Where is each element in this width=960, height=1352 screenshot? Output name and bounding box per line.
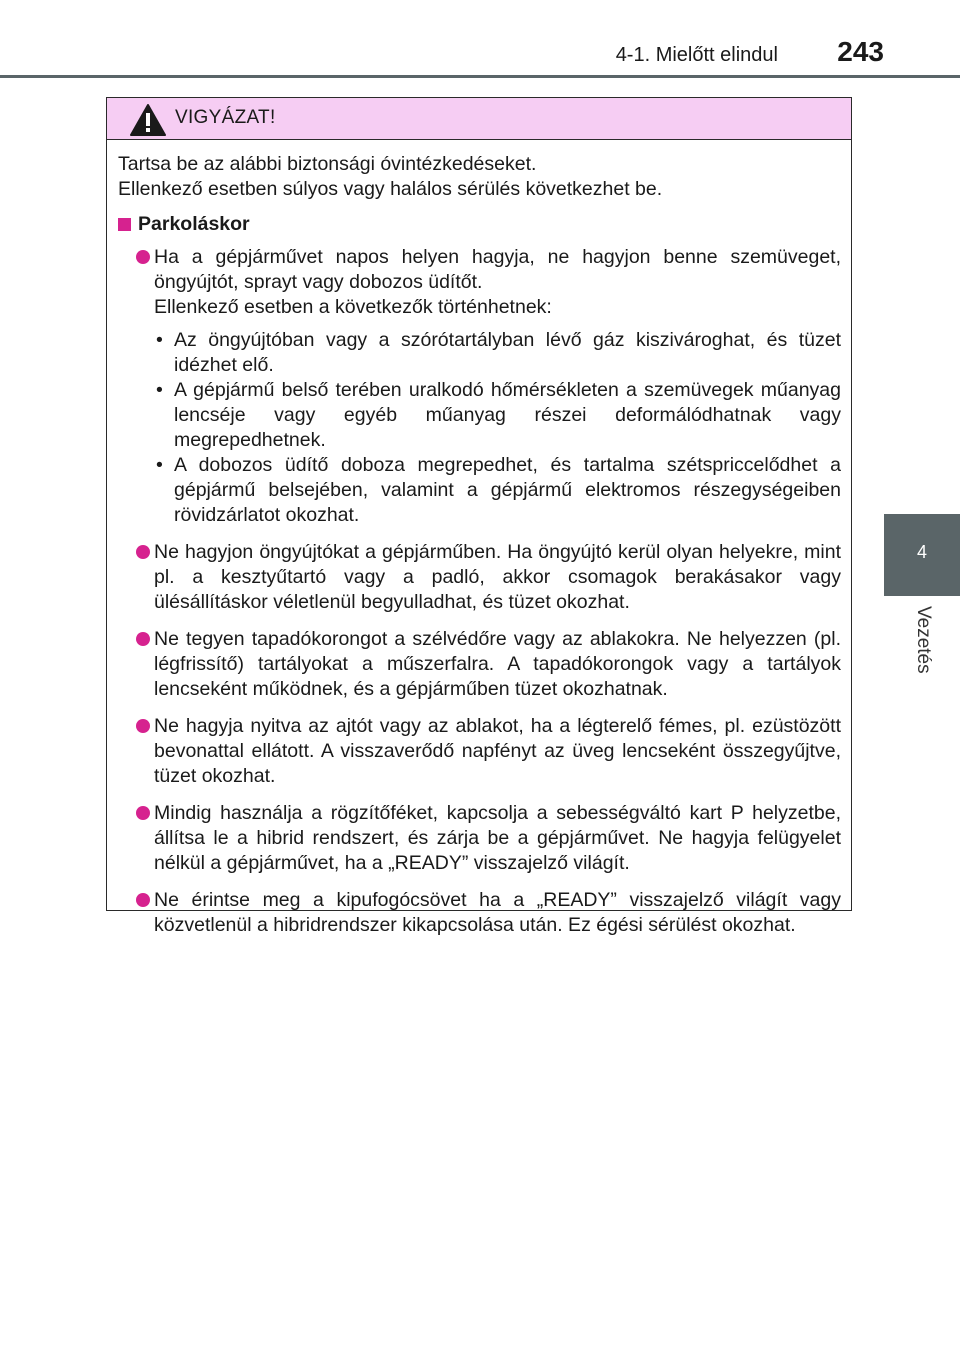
header-divider bbox=[0, 75, 960, 78]
item-text: Ha a gépjárművet napos helyen hagyja, ne hagyjon benne szemüveget, öngyújtót, sprayt vagy dobozos üdítőt. bbox=[154, 246, 841, 293]
item-text: Ne hagyjon öngyújtókat a gépjárműben. Ha öngyújtó kerül olyan helyekre, mint pl. a kesztyűtartó vagy a padló, akkor csomagok berakásakor vagy ülésállításkor véletlenül begyulladhat, és tüzet okozhat. bbox=[154, 541, 841, 613]
item-text: Ne hagyja nyitva az ajtót vagy az ablakot, ha a légterelő fémes, pl. ezüstözött bevonattal ellátott. A visszaverődő napfényt az üveg lencseként összegyűjtve, tüzet okozhat. bbox=[154, 715, 841, 787]
warning-intro bbox=[118, 152, 841, 202]
circle-bullet-icon bbox=[136, 719, 150, 733]
warning-box bbox=[106, 97, 852, 936]
list-item bbox=[118, 888, 841, 938]
sub-bullet-text: Az öngyújtóban vagy a szórótartályban lévő gáz kiszivároghat, és tüzet idézhet elő. bbox=[174, 329, 841, 376]
circle-bullet-icon bbox=[136, 806, 150, 820]
section-heading-text: Parkoláskor bbox=[138, 213, 250, 235]
item-text: Ne érintse meg a kipufogócsövet ha a „READY” visszajelző világít vagy közvetlenül a hibridrendszer kikapcsolása után. Ez égési sérülést okozhat. bbox=[154, 889, 841, 936]
item-text: Mindig használja a rögzítőféket, kapcsolja a sebességváltó kart P helyzetbe, állítsa le a hibrid rendszert, és zárja be a gépjárművet. Ne hagyja felügyelet nélkül a gépjárművet, ha a „READY” visszajelző világít. bbox=[154, 802, 841, 874]
circle-bullet-icon bbox=[136, 632, 150, 646]
list-item bbox=[118, 245, 841, 528]
warning-body bbox=[107, 140, 851, 938]
sub-bullet-text: A gépjármű belső terében uralkodó hőmérsékleten a szemüvegek műanyag lencséje vagy egyéb műanyag részei deformálódhatnak vagy megrepedhetnek. bbox=[174, 379, 841, 451]
list-item bbox=[118, 714, 841, 789]
warning-title: VIGYÁZAT! bbox=[175, 107, 276, 128]
circle-bullet-icon bbox=[136, 250, 150, 264]
item-text: Ne tegyen tapadókorongot a szélvédőre vagy az ablakokra. Ne helyezzen (pl. légfrissítő) tartályokat a műszerfalra. A tapadókorongok vagy a tartályok lencseként működnek, és a gépjárműben tüzet okozhatnak. bbox=[154, 628, 841, 700]
page-number: 243 bbox=[837, 36, 884, 67]
square-bullet-icon bbox=[118, 218, 131, 231]
warning-header bbox=[107, 98, 851, 140]
list-item bbox=[118, 540, 841, 615]
section-title: 4-1. Mielőtt elindul bbox=[615, 44, 778, 66]
intro-line: Tartsa be az alábbi biztonsági óvintézkedéseket. bbox=[118, 153, 537, 175]
sub-bullet-item: • Az öngyújtóban vagy a szórótartályban lévő gáz kiszivároghat, és tüzet idézhet elő. bbox=[156, 329, 841, 376]
sub-bullet-list bbox=[154, 328, 841, 528]
sub-bullet-item: • A gépjármű belső terében uralkodó hőmérsékleten a szemüvegek műanyag lencséje vagy egyéb műanyag részei deformálódhatnak vagy megrepedhetnek. bbox=[156, 379, 841, 451]
sub-bullet-item: • A dobozos üdítő doboza megrepedhet, és tartalma szétspriccelődhet a gépjármű belsejében, valamint a gépjármű elektromos részegységeiben rövidzárlatot okozhat. bbox=[156, 454, 841, 526]
item-subtext: Ellenkező esetben a következők történhetnek: bbox=[154, 296, 552, 318]
chapter-tab bbox=[884, 514, 960, 596]
chapter-label: Vezetés bbox=[913, 606, 934, 674]
circle-bullet-icon bbox=[136, 893, 150, 907]
warning-triangle-icon bbox=[129, 103, 167, 137]
sub-bullet-text: A dobozos üdítő doboza megrepedhet, és tartalma szétspriccelődhet a gépjármű belsejében, valamint a gépjármű elektromos részegységeiben rövidzárlatot okozhat. bbox=[174, 454, 841, 526]
list-item bbox=[118, 801, 841, 876]
section-heading bbox=[118, 212, 841, 237]
circle-bullet-icon bbox=[136, 545, 150, 559]
list-item bbox=[118, 627, 841, 702]
chapter-number: 4 bbox=[916, 542, 927, 562]
intro-line: Ellenkező esetben súlyos vagy halálos sérülés következhet be. bbox=[118, 178, 663, 200]
